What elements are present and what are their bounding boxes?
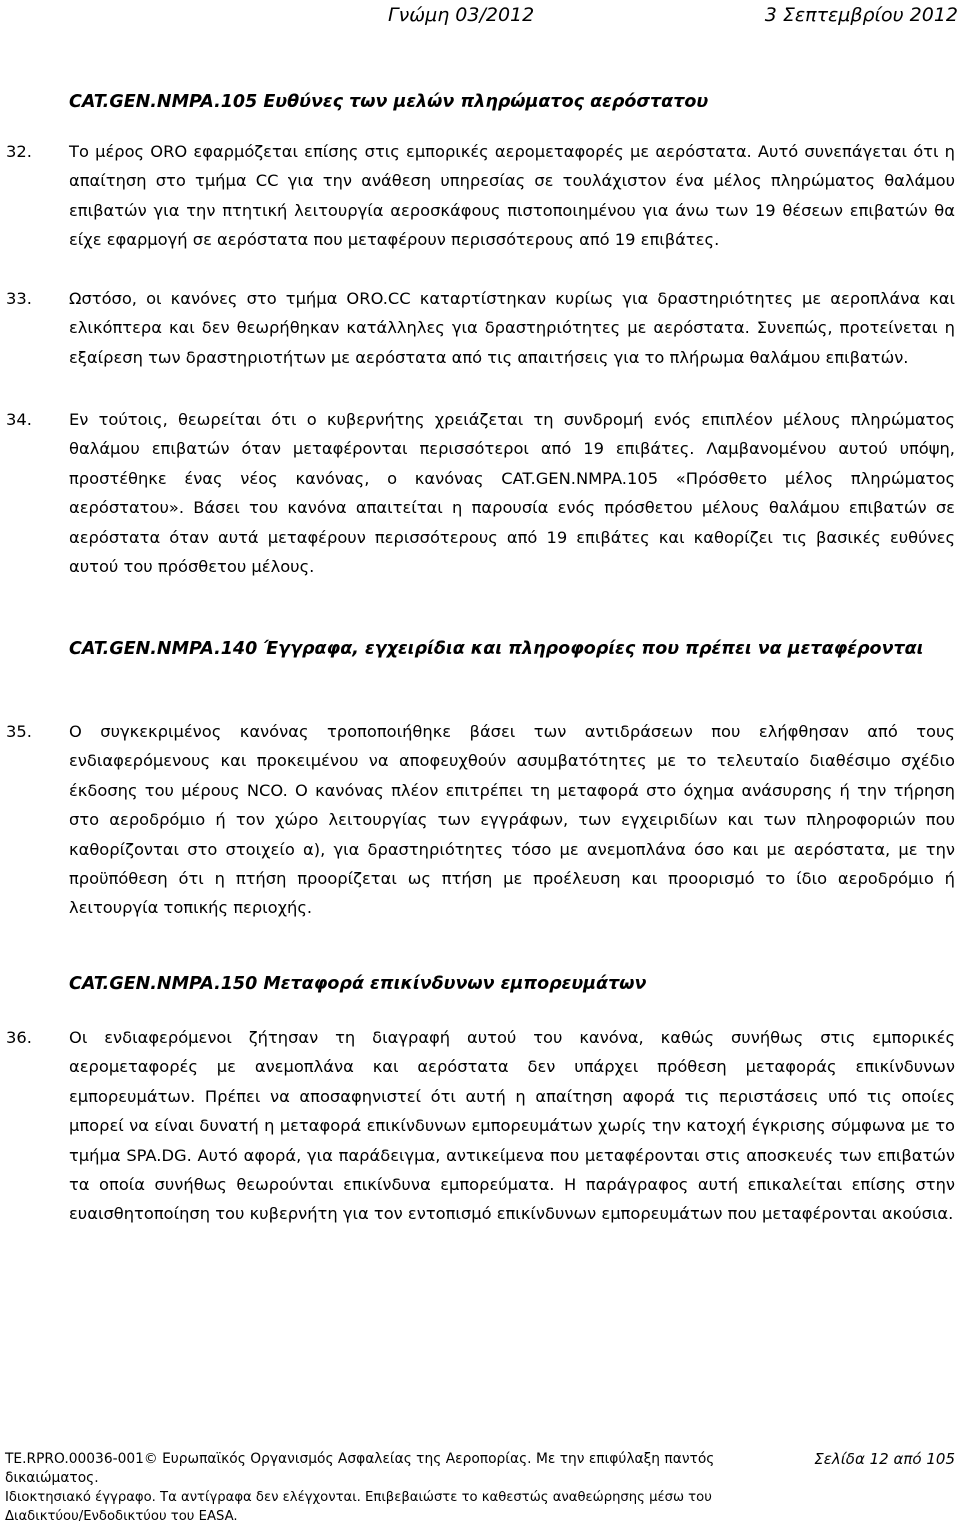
page-number: Σελίδα 12 από 105 xyxy=(814,1450,955,1468)
page-header xyxy=(0,2,960,32)
paragraph-text: Ωστόσο, οι κανόνες στο τμήμα ORO.CC καταρτίστηκαν κυρίως για δραστηριότητες με αεροπλάνα και ελικόπτερα και δεν θεωρήθηκαν κατάλληλες για δραστηριότητες με αερόστατα. Συνεπώς, προτείνεται η εξαίρεση των δραστηριοτήτων με αερόστατα από τις απαιτήσεις για το πλήρωμα θαλάμου επιβατών. xyxy=(69,289,955,367)
opinion-label: Γνώμη 03/2012 xyxy=(388,4,535,26)
paragraph-text: Εν τούτοις, θεωρείται ότι ο κυβερνήτης χρειάζεται τη συνδρομή ενός επιπλέον μέλους πληρώματος θαλάμου επιβατών όταν μεταφέρονται περισσότεροι από 19 επιβάτες. Λαμβανομένου αυτού υπόψη, προστέθηκε ένας νέος κανόνας, ο κανόνας CAT.GEN.NMPA.105 «Πρόσθετο μέλος πληρώματος αερόστατου». Βάσει του κανόνα απαιτείται η παρουσία ενός πρόσθετου μέλους θαλάμου επιβατών σε αερόστατα όταν αυτά μεταφέρουν περισσότερους από 19 επιβάτες και καθορίζει τις βασικές ευθύνες αυτού του πρόσθετου μέλους. xyxy=(69,410,955,577)
copyright-text: TE.RPRO.00036-001© Ευρωπαϊκός Οργανισμός Ασφαλείας της Αεροπορίας. Με την επιφύλαξη παντός δικαιώματος. xyxy=(5,1451,715,1486)
section-heading-105: CAT.GEN.NMPA.105 Ευθύνες των μελών πληρώματος αερόστατου xyxy=(69,92,709,112)
paragraph-text: Οι ενδιαφερόμενοι ζήτησαν τη διαγραφή αυτού του κανόνα, καθώς συνήθως στις εμπορικές αερομεταφορές με ανεμοπλάνα και αερόστατα δεν υπάρχει πρόθεση μεταφοράς επικίνδυνων εμπορευμάτων. Πρέπει να αποσαφηνιστεί ότι αυτή η απαίτηση αφορά τις περιστάσεις υπό τις οποίες μπορεί να είναι δυνατή η μεταφορά επικίνδυνων εμπορευμάτων χωρίς την κατοχή έγκρισης σύμφωνα με το τμήμα SPA.DG. Αυτό αφορά, για παράδειγμα, αντικείμενα που μεταφέρονται στις αποσκευές των επιβατών τα οποία συνήθως θεωρούνται επικίνδυνα εμπορεύματα. Η παράγραφος αυτή επικαλείται επίσης στην ευαισθητοποίηση του κυβερνήτη για τον εντοπισμό επικίνδυνων εμπορευμάτων που μεταφέρονται ακούσια. xyxy=(69,1028,955,1224)
footer-line xyxy=(5,1450,955,1488)
paragraph-number: 34. xyxy=(6,410,32,429)
paragraph-number: 33. xyxy=(6,289,32,308)
paragraph-number: 32. xyxy=(6,142,32,161)
header-date: 3 Σεπτεμβρίου 2012 xyxy=(764,4,958,26)
paragraph-text: Ο συγκεκριμένος κανόνας τροποποιήθηκε βάσει των αντιδράσεων που ελήφθησαν από τους ενδιαφερόμενους και προκειμένου να αποφευχθούν ασυμβατότητες με το τελευταίο διαθέσιμο σχέδιο έκδοσης του μέρους NCO. Ο κανόνας πλέον επιτρέπει τη μεταφορά στο όχημα ανάσυρσης ή την τήρηση στο αεροδρόμιο ή τον χώρο λειτουργίας των εγγράφων, των εγχειριδίων και των πληροφοριών που καθορίζονται στο στοιχείο α), για δραστηριότητες τόσο με ανεμοπλάνα όσο και με αερόστατα, με την προϋπόθεση ότι η πτήση προορίζεται ως πτήση με προέλευση και προορισμό το ίδιο αεροδρόμιο ή λειτουργία τοπικής περιοχής. xyxy=(69,722,955,918)
section-heading-150: CAT.GEN.NMPA.150 Μεταφορά επικίνδυνων εμπορευμάτων xyxy=(69,974,647,994)
paragraph-text: Το μέρος ORO εφαρμόζεται επίσης στις εμπορικές αερομεταφορές με αερόστατα. Αυτό συνεπάγεται ότι η απαίτηση στο τμήμα CC για την ανάθεση υπηρεσίας σε τουλάχιστον ένα μέλος πληρώματος θαλάμου επιβατών για την πτητική λειτουργία αεροσκάφους πιστοποιημένου για άνω των 19 θέσεων επιβατών θα είχε εφαρμογή σε αερόστατα που μεταφέρουν περισσότερους από 19 επιβάτες. xyxy=(69,142,955,250)
paragraph-number: 36. xyxy=(6,1028,32,1047)
document-notice: Ιδιοκτησιακό έγγραφο. Τα αντίγραφα δεν ελέγχονται. Επιβεβαιώστε το καθεστώς αναθεώρησης μέσω του Διαδικτύου/Ενδοδικτύου του EASA. xyxy=(5,1490,712,1524)
page-footer xyxy=(5,1450,955,1526)
section-heading-140: CAT.GEN.NMPA.140 Έγγραφα, εγχειρίδια και πληροφορίες που πρέπει να μεταφέρονται xyxy=(69,639,924,659)
paragraph-number: 35. xyxy=(6,722,32,741)
